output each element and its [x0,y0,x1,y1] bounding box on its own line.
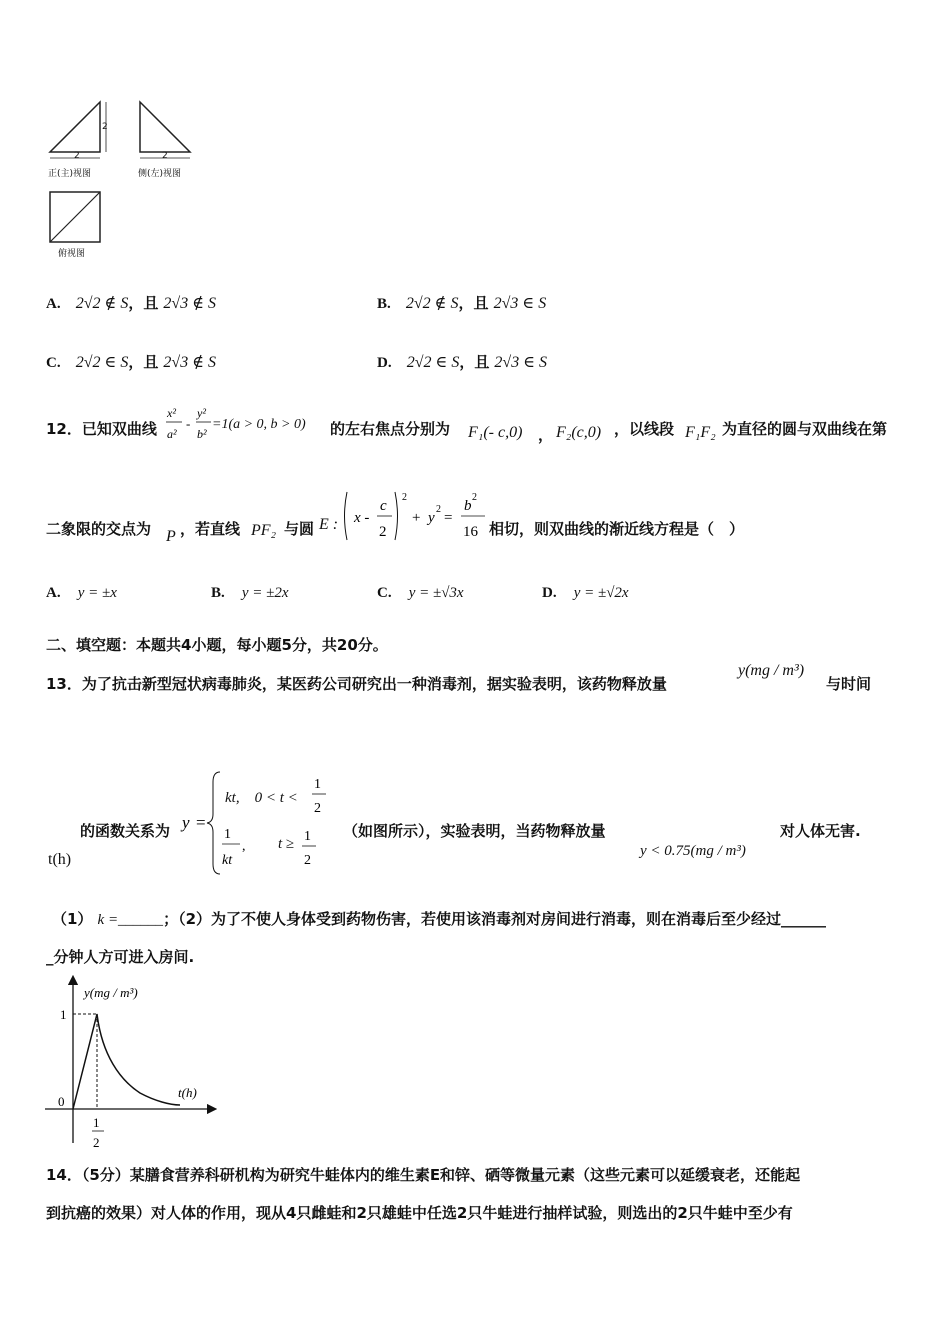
q12-text-6: ，若直线 [180,520,241,538]
svg-text:-: - [186,416,191,431]
svg-text:y: y [182,813,190,832]
q13-text-2: 与时间 [826,675,872,693]
option-conj: ，且 [128,353,159,371]
q12-text-4: 为直径的圆与双曲线在第 [722,420,888,438]
q14-text-2: 到抗癌的效果）对人体的作用，现从4只雌蛙和2只雄蛙中任选2只牛蛙进行抽样试验，则选出的2只牛蛙中至少有 [46,1204,793,1222]
q13-text-5: 对人体无害. [780,822,861,840]
q13-unit-y: y(mg / m³) [738,662,805,679]
svg-text:2: 2 [402,492,407,503]
half-num: 1 [93,1115,100,1130]
q12-circle-lhs: E : [319,516,339,533]
option-expr: y = ±x [77,585,117,601]
option-letter: C. [46,355,61,371]
option-letter: B. [377,296,391,312]
q12-text-1: 12．已知双曲线 [46,420,157,438]
q13-text-7: ；（2）为了不使人身体受到药物伤害，若使用该消毒剂对房间进行消毒，则在消毒后至少经过______ [163,910,827,928]
q13-text-1: 13．为了抗击新型冠状病毒肺炎，某医药公司研究出一种消毒剂，据实验表明，该药物释放量 [46,675,667,693]
graph-ylabel: y(mg / m³) [84,985,138,1000]
front-height-label: 2 [102,122,108,132]
svg-text:x -: x - [354,510,370,526]
option-letter: B. [211,585,225,601]
svg-text:c: c [380,498,387,514]
svg-text:1: 1 [304,829,311,844]
svg-text:16: 16 [463,524,478,540]
svg-text:2: 2 [436,504,441,515]
svg-text:2: 2 [314,801,321,816]
three-view-figure [40,95,210,265]
option-expr2: 2√3 ∈ S [494,354,548,371]
svg-text:,: , [242,839,246,854]
q12-text-7: 与圆 [284,520,315,538]
front-dim-label: 2 [74,151,80,161]
piece-2-cond: t ≥ [278,836,295,852]
q11-option-a [46,292,216,313]
q14-text-1: 14．（5分）某膳食营养科研机构为研究牛蛙体内的维生素E和锌、硒等微量元素（这些元素可以延缓衰老，还能起 [46,1166,801,1184]
q12-eq-tail: =1(a > 0, b > 0) [212,417,306,432]
q12-option-d [542,582,629,602]
option-expr2: 2√3 ∈ S [493,295,547,312]
top-view-label: 俯视图 [58,249,86,259]
q13-line-blanks [52,908,826,929]
q11-option-d [377,351,547,372]
option-expr1: 2√2 ∈ S [406,354,460,371]
option-conj: ，且 [459,353,490,371]
option-expr: y = ±√2x [573,585,629,601]
q12-comma: ， [538,426,554,444]
side-dim-label: 2 [162,151,168,161]
option-expr2: 2√3 ∉ S [163,354,217,371]
q12-f1: F₁(- c,0) [468,424,523,441]
option-expr1: 2√2 ∉ S [75,295,129,312]
piece-1: kt, 0 < t < [225,790,298,806]
svg-text:2: 2 [304,853,311,868]
front-view-label: 正(主)视图 [48,169,92,179]
front-view [50,102,106,158]
decay-graph [40,975,220,1155]
svg-text:kt: kt [222,853,233,868]
q11-option-c [46,351,216,372]
svg-text:2: 2 [472,492,477,503]
q12-text-2: 的左右焦点分别为 [330,420,451,438]
q12-segment: F₁F₂ [685,424,716,441]
svg-text:=: = [444,510,453,526]
q12-option-a [46,582,117,602]
svg-text:b²: b² [197,427,207,441]
option-expr1: 2√2 ∈ S [75,354,129,371]
q12-text-3: ，以线段 [614,420,675,438]
piecewise-function [180,768,340,878]
origin-label: 0 [58,1094,65,1109]
curve [73,1014,180,1109]
svg-text:y²: y² [197,406,206,420]
svg-text:1: 1 [314,777,321,792]
circle-equation [342,488,492,548]
side-view-label: 侧(左)视图 [138,169,182,179]
option-letter: A. [46,585,61,601]
svg-text:1: 1 [224,827,231,842]
option-letter: C. [377,585,392,601]
q12-pf2: PF₂ [251,522,277,539]
q12-option-b [211,582,289,602]
option-expr2: 2√3 ∉ S [163,295,217,312]
option-letter: A. [46,296,61,312]
q13-th: t(h) [48,851,72,868]
q13-k-blank: k =______ [97,912,164,928]
q12-text-8: 相切，则双曲线的渐近线方程是（ ） [489,520,745,538]
half-den: 2 [93,1135,100,1150]
top-view [50,192,100,242]
option-letter: D. [377,355,392,371]
svg-text:+: + [412,510,421,526]
tick-1: 1 [60,1007,67,1022]
section-heading: 二、填空题：本题共4小题，每小题5分，共20分。 [46,636,388,654]
q12-point-p: P [166,528,176,545]
q13-condition: y < 0.75(mg / m³) [640,843,746,859]
svg-text:a²: a² [167,427,177,441]
svg-text:x²: x² [167,406,176,420]
svg-text:=: = [196,813,206,832]
side-view [140,102,190,158]
hyperbola-fractions [164,402,212,448]
svg-text:y: y [428,510,435,526]
q12-f2: F₂(c,0) [556,424,602,441]
q12-text-5: 二象限的交点为 [46,520,152,538]
q11-option-b [377,292,546,313]
q13-text-6: （1） [52,910,93,928]
option-expr1: 2√2 ∉ S [405,295,459,312]
svg-text:2: 2 [379,524,387,540]
graph-xlabel: t(h) [178,1085,197,1100]
option-conj: ，且 [128,294,159,312]
option-letter: D. [542,585,557,601]
q12-option-c [377,582,464,602]
q13-text-8: _分钟人方可进入房间. [46,948,195,966]
option-expr: y = ±2x [241,585,289,601]
q13-text-3: 的函数关系为 [80,822,171,840]
option-expr: y = ±√3x [408,585,464,601]
q13-text-4: （如图所示），实验表明，当药物释放量 [343,822,606,840]
option-conj: ，且 [458,294,489,312]
svg-text:b: b [464,498,472,514]
